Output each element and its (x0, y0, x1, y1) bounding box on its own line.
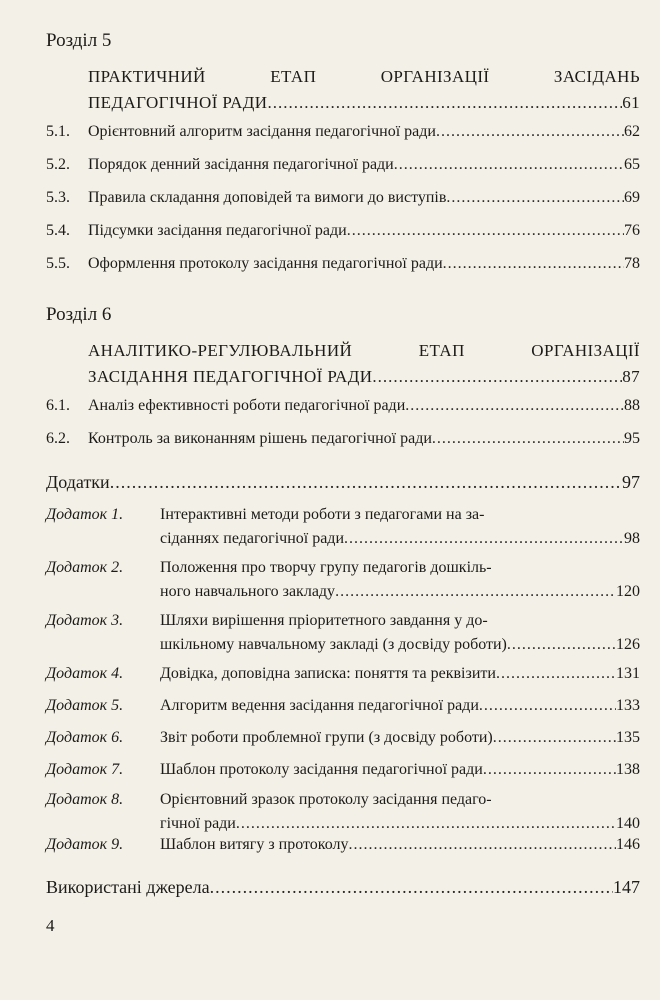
toc-entry-appendix-8[interactable] (46, 788, 640, 836)
toc-entry-5-1[interactable] (46, 120, 640, 144)
heading-word: ПРАКТИЧНИЙ (88, 67, 206, 86)
page-ref: 62 (624, 123, 640, 140)
entry-title: Контроль за виконанням рішень педагогічної ради (88, 430, 432, 447)
toc-entry-appendix-7[interactable] (46, 758, 640, 782)
leader-dots (432, 427, 624, 451)
section-5-heading-line2 (88, 90, 640, 116)
appendix-label: Додаток 4. (46, 665, 124, 682)
leader-dots (443, 252, 624, 276)
page-ref: 76 (624, 222, 640, 239)
page-ref: 61 (622, 93, 640, 112)
entry-title: Алгоритм ведення засідання педагогічної ради (160, 697, 479, 714)
heading-text: ЗАСІДАННЯ ПЕДАГОГІЧНОЇ РАДИ (88, 367, 373, 386)
entry-title: Положення про творчу групу педагогів дошкіль- (160, 559, 492, 576)
leader-dots (372, 364, 622, 390)
entry-title: Орієнтовний алгоритм засідання педагогічної ради (88, 123, 436, 140)
entry-title: Звіт роботи проблемної групи (з досвіду роботи) (160, 729, 493, 746)
entry-title: Шаблон витягу з протоколу (160, 836, 349, 853)
page-ref: 87 (622, 367, 640, 386)
entry-title: Використані джерела (46, 877, 210, 897)
toc-entry-appendix-5[interactable] (46, 694, 640, 718)
toc-entry-appendices[interactable] (46, 470, 640, 494)
toc-entry-appendix-1[interactable] (46, 503, 640, 551)
appendix-label: Додаток 5. (46, 697, 124, 714)
leader-dots (436, 120, 624, 144)
heading-word: ЗАСІДАНЬ (553, 67, 640, 86)
entry-title-cont: шкільному навчальному закладі (з досвіду роботи) (160, 636, 507, 653)
appendix-label: Додаток 7. (46, 761, 124, 778)
page-ref: 69 (624, 189, 640, 206)
toc-entry-appendix-9[interactable] (46, 833, 640, 857)
page-ref: 120 (616, 583, 640, 600)
leader-dots (335, 580, 616, 604)
leader-dots (405, 394, 624, 418)
appendix-label: Додаток 9. (46, 836, 124, 853)
heading-word: ОРГАНІЗАЦІЇ (380, 67, 490, 86)
section-5-title: Розділ 5 (46, 30, 112, 51)
page-ref: 135 (616, 729, 640, 746)
toc-entry-6-1[interactable] (46, 394, 640, 418)
appendix-label: Додаток 1. (46, 506, 124, 523)
entry-title: Додатки (46, 472, 110, 492)
heading-word: ОРГАНІЗАЦІЇ (531, 341, 640, 360)
leader-dots (496, 662, 616, 686)
entry-title: Інтерактивні методи роботи з педагогами на за- (160, 506, 485, 523)
entry-title-cont: сіданнях педагогічної ради (160, 530, 344, 547)
entry-title: Аналіз ефективності роботи педагогічної ради (88, 397, 406, 414)
toc-entry-5-5[interactable] (46, 252, 640, 276)
heading-word: АНАЛІТИКО-РЕГУЛЮВАЛЬНИЙ (88, 341, 353, 360)
section-5-heading-line1 (88, 64, 640, 90)
leader-dots (344, 527, 624, 551)
leader-dots (349, 833, 616, 857)
section-6-heading-line1 (88, 338, 640, 364)
page-ref: 98 (624, 530, 640, 547)
leader-dots (210, 875, 613, 899)
entry-title: Оформлення протоколу засідання педагогічної ради (88, 255, 443, 272)
entry-number: 5.1. (46, 123, 70, 140)
appendix-label: Додаток 8. (46, 791, 124, 808)
page-ref: 131 (616, 665, 640, 682)
page-number: 4 (46, 916, 55, 935)
toc-entry-5-3[interactable] (46, 186, 640, 210)
entry-number: 6.1. (46, 397, 70, 414)
heading-word: ЕТАП (418, 341, 465, 360)
section-6-heading-line2 (88, 364, 640, 390)
entry-title: Шляхи вирішення пріоритетного завдання у до- (160, 612, 488, 629)
leader-dots (446, 186, 624, 210)
leader-dots (267, 90, 622, 116)
page-ref: 138 (616, 761, 640, 778)
page-ref: 88 (624, 397, 640, 414)
entry-number: 5.3. (46, 189, 70, 206)
toc-entry-sources[interactable] (46, 875, 640, 899)
page-ref: 126 (616, 636, 640, 653)
heading-word: ЕТАП (270, 67, 317, 86)
entry-title-cont: гічної ради (160, 815, 236, 832)
page-ref: 133 (616, 697, 640, 714)
appendix-label: Додаток 2. (46, 559, 124, 576)
page-ref: 78 (624, 255, 640, 272)
toc-entry-appendix-2[interactable] (46, 556, 640, 604)
heading-text: ПЕДАГОГІЧНОЇ РАДИ (88, 93, 268, 112)
page-ref: 140 (616, 815, 640, 832)
entry-number: 5.4. (46, 222, 70, 239)
entry-number: 5.2. (46, 156, 70, 173)
entry-number: 5.5. (46, 255, 70, 272)
entry-title: Правила складання доповідей та вимоги до виступів (88, 189, 447, 206)
entry-number: 6.2. (46, 430, 70, 447)
leader-dots (394, 153, 624, 177)
page-ref: 95 (624, 430, 640, 447)
toc-entry-appendix-3[interactable] (46, 609, 640, 657)
leader-dots (110, 470, 622, 494)
section-6-heading (88, 338, 640, 390)
page-ref: 97 (622, 472, 640, 492)
toc-entry-appendix-6[interactable] (46, 726, 640, 750)
toc-entry-appendix-4[interactable] (46, 662, 640, 686)
leader-dots (493, 726, 616, 750)
entry-title: Довідка, доповідна записка: поняття та реквізити (160, 665, 496, 682)
entry-title: Шаблон протоколу засідання педагогічної ради (160, 761, 483, 778)
page-ref: 147 (613, 877, 640, 897)
toc-entry-5-2[interactable] (46, 153, 640, 177)
appendix-label: Додаток 3. (46, 612, 124, 629)
leader-dots (479, 694, 616, 718)
leader-dots (347, 219, 624, 243)
entry-title: Орієнтовний зразок протоколу засідання педаго- (160, 791, 492, 808)
page-ref: 146 (616, 836, 640, 853)
toc-entry-6-2[interactable] (46, 427, 640, 451)
leader-dots (507, 633, 616, 657)
entry-title: Підсумки засідання педагогічної ради (88, 222, 347, 239)
entry-title: Порядок денний засідання педагогічної ради (88, 156, 394, 173)
entry-title-cont: ного навчального закладу (160, 583, 336, 600)
section-6-title: Розділ 6 (46, 304, 112, 325)
leader-dots (483, 758, 616, 782)
appendix-label: Додаток 6. (46, 729, 124, 746)
section-5-heading (88, 64, 640, 116)
page-ref: 65 (624, 156, 640, 173)
toc-entry-5-4[interactable] (46, 219, 640, 243)
